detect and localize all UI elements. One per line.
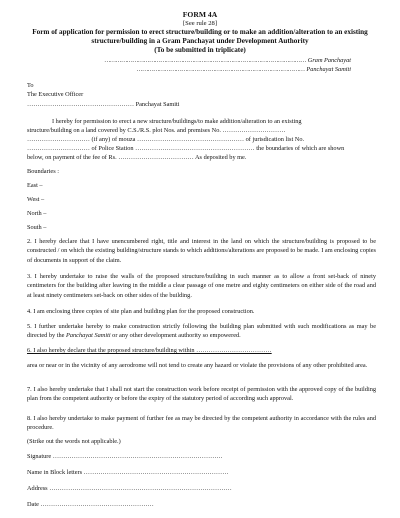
signature-line: Signature ………………………………………………………………………	[27, 453, 223, 460]
name-block-letters-line: Name in Block letters ……………………………………………………………	[27, 469, 229, 476]
date-line: Date ………………………………………………	[27, 501, 154, 508]
request-line3: ………………………… (if any) of mouza …………………………………………… of jurisdication list No.	[27, 136, 305, 143]
clause-6-line1: 6. I also hereby declare that the proposed structure/building within ………………………………	[27, 347, 272, 354]
request-line1: I hereby for permission to erect a new structure/buildings/to make addition/alteration to an existing	[52, 118, 302, 125]
clause-4: 4. I am enclosing three copies of site plan and building plan for the proposed construction.	[27, 308, 255, 315]
boundary-west: West –	[27, 196, 45, 203]
form-heading-line3: (To be submitted in triplicate)	[154, 46, 246, 54]
clause-5-authority: Panchayat Samiti	[66, 332, 111, 340]
clause-2: 2. I hereby declare that I have unencumbered right, title and interest in the land on which the structure/building is proposed to be constructed / on which the existing building/structure stands to which additions/alterations are proposed to be made. I am enclosing copies of documents in support of the claim.	[27, 238, 376, 264]
clause-6-line2: area or near or in the vicinity of any aerodrome will not tend to create any hazard or violate the provisions of any other prohibited area.	[27, 362, 368, 369]
clause-5-text-a: 5. I further undertake hereby to make construction strictly following the building plan submitted with such modifications as may be directed by the	[27, 323, 376, 340]
boundary-east: East –	[27, 182, 43, 189]
boundary-south: South –	[27, 224, 47, 231]
request-line5: below, on payment of the fee of Rs. ……………………………… As deposited by me.	[27, 154, 247, 161]
request-line2: structure/building on a land covered by C.S./R.S. plot Nos. and premises No. …………………………	[27, 127, 286, 134]
address-to: To	[27, 82, 34, 89]
address-officer: The Executive Officer	[27, 91, 84, 98]
strike-note: (Strike out the words not applicable.)	[27, 438, 121, 445]
gram-panchayat-line: ……………………………………………………………………………………………… Gram Panchayat	[104, 57, 351, 64]
clause-7: 7. I also hereby undertake that I shall not start the construction work before receipt of permission with the approved copy of the building plan from the competent authority or before the expiry of the statutory period of according such approval.	[27, 386, 376, 403]
clause-5	[27, 322, 376, 341]
clause-8: 8. I also hereby undertake to make payment of further fee as may be directed by the competent authority in accordance with the rules and procedure.	[27, 415, 376, 432]
form-title: FORM 4A	[182, 10, 218, 19]
form-heading-line2: structure/building in a Gram Panchayat under Development Authority	[91, 37, 309, 45]
clause-3: 3. I hereby undertake to raise the walls of the proposed structure/building in such manner as to allow a front set-back of ninety centimeters for the building after leaving in the middle a clear passage of one metre and eighty centimeters on either side of the road and at least ninety centimeters set-back on other sides of the building.	[27, 273, 376, 299]
panchayat-samiti-line: ……………………………………………………………………………… Panchayat Samiti	[136, 66, 351, 73]
boundaries-heading: Boundaries :	[27, 168, 60, 175]
address-line: Address ……………………………………………………………………………	[27, 485, 232, 492]
form-heading-line1: Form of application for permission to erect structure/building or to make an addition/alteration to an existing	[32, 28, 368, 36]
clause-5-text-b: or any other development authority so empowered.	[110, 332, 241, 340]
address-samiti: …………………………………………… Panchayat Samiti	[27, 101, 180, 108]
boundary-north: North –	[27, 210, 47, 217]
rule-reference: [See rule 28]	[182, 20, 218, 27]
request-line4: ………………………… of Police Station ………………………………………………… the boundaries of which are shown	[27, 145, 345, 152]
